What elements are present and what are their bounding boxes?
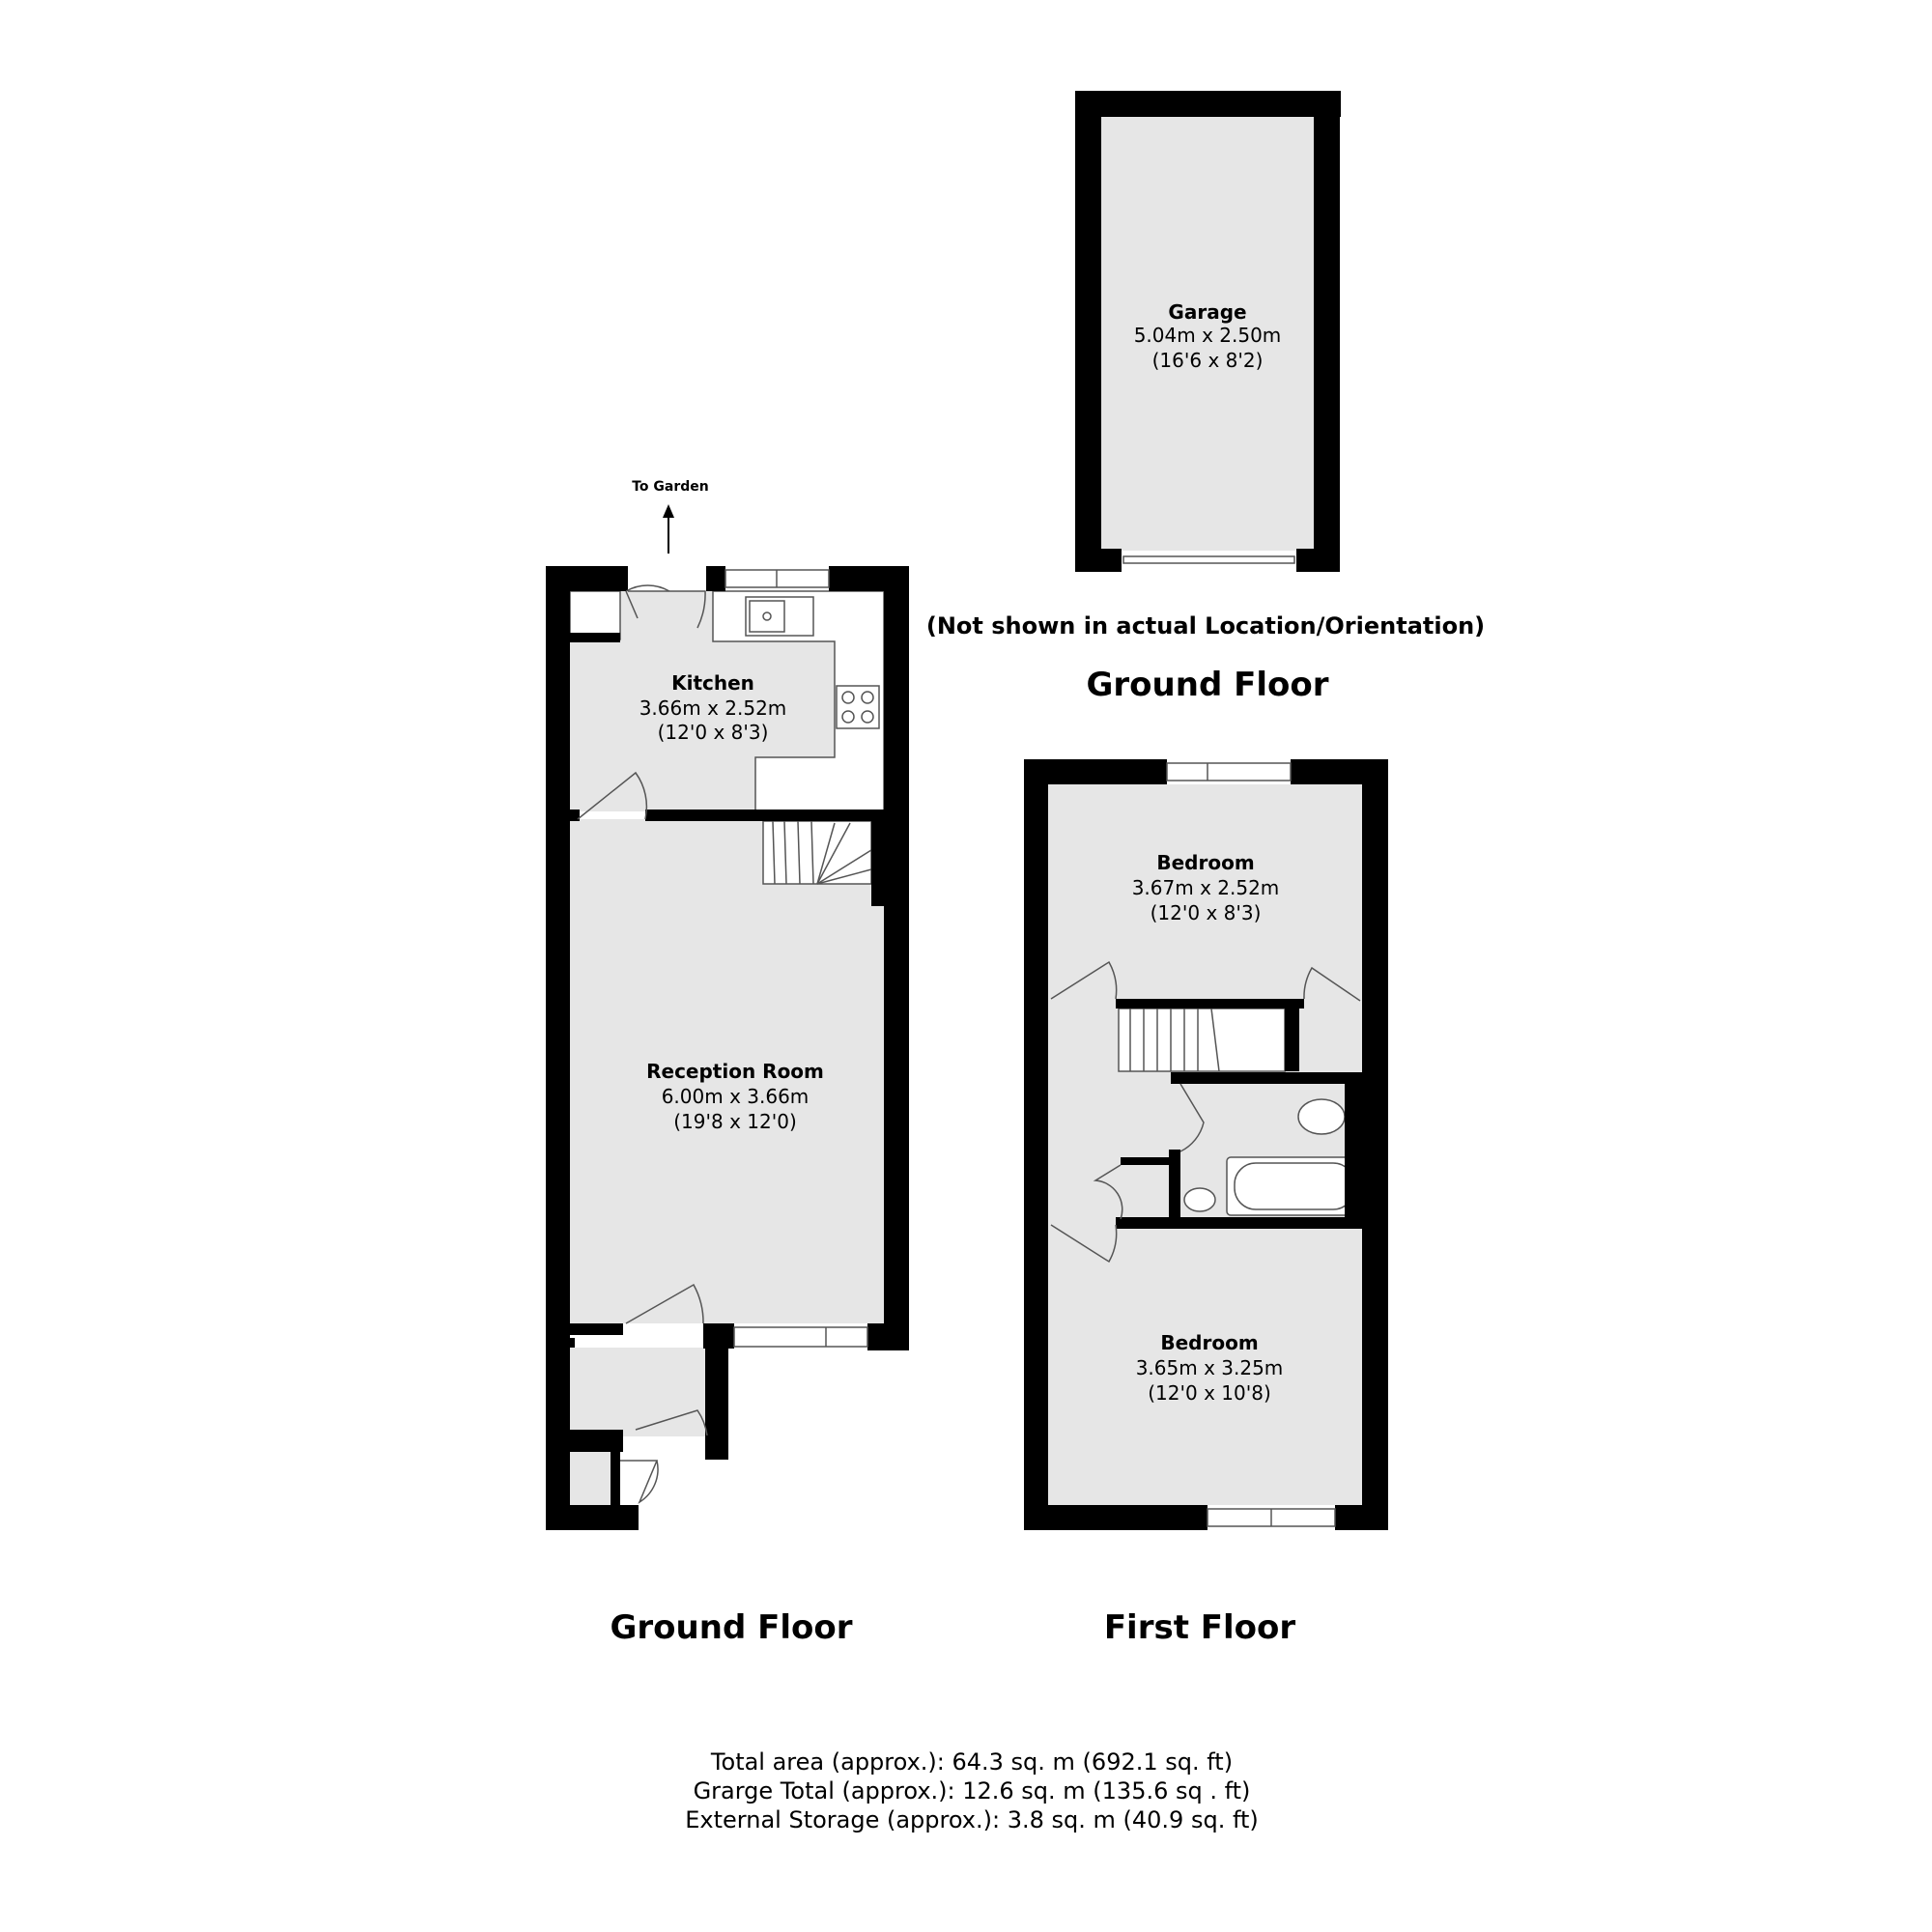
toilet-icon <box>1298 1099 1345 1134</box>
ground-floor-plan <box>546 479 909 1530</box>
wall-bedroom2-top <box>1116 1217 1388 1229</box>
porch-floor <box>570 1348 705 1436</box>
wall-porch-bottom <box>546 1430 623 1452</box>
wall-kitchen-top-mid <box>706 566 725 591</box>
garage-wall-right <box>1314 91 1340 572</box>
wall-airing-cupboard <box>1121 1157 1171 1165</box>
wall-stairs-right <box>1285 1009 1299 1071</box>
storage-door <box>620 1461 658 1502</box>
reception-window <box>734 1327 867 1347</box>
kitchen-hob <box>837 686 879 728</box>
garage-location-note: (Not shown in actual Location/Orientation) <box>925 612 1486 639</box>
wall-bathroom-top <box>1171 1072 1388 1084</box>
garage-door <box>1123 556 1294 563</box>
reception-imperial: (19'8 x 12'0) <box>673 1110 797 1133</box>
wall-storage-bottom <box>546 1505 639 1530</box>
kitchen-sink <box>746 597 813 636</box>
bedroom2-imperial: (12'0 x 10'8) <box>1148 1381 1271 1405</box>
garage-wall-bottom-left <box>1075 549 1122 572</box>
ground-stairs <box>763 821 871 884</box>
bedroom2-metric: 3.65m x 3.25m <box>1135 1356 1284 1379</box>
garage-wall-left <box>1075 91 1101 572</box>
wall-bedroom1-bottom <box>1116 999 1304 1009</box>
bedroom1-window <box>1167 763 1291 781</box>
reception-metric: 6.00m x 3.66m <box>661 1085 810 1108</box>
reception-name: Reception Room <box>646 1060 824 1083</box>
washbasin-icon <box>1184 1188 1215 1211</box>
wall-stairs-side <box>871 821 884 906</box>
garage-imperial: (16'6 x 8'2) <box>1151 349 1264 372</box>
summary-garage-total: Grarge Total (approx.): 12.6 sq. m (135.6 sq . ft) <box>693 1777 1251 1804</box>
wall-porch-top <box>546 1338 575 1348</box>
ground-floor-title: Ground Floor <box>610 1608 853 1647</box>
bedroom1-imperial: (12'0 x 8'3) <box>1150 901 1262 924</box>
wall-kitchen-reception <box>645 810 884 821</box>
garage-wall-bottom-right <box>1296 549 1340 572</box>
wall-ff-right <box>1362 759 1388 1530</box>
bedroom1-metric: 3.67m x 2.52m <box>1131 876 1280 899</box>
first-floor-plan <box>1024 759 1388 1530</box>
garage-name: Garage <box>1168 300 1247 324</box>
garage-block <box>1075 91 1341 572</box>
wall-kitchen-reception-left <box>546 810 580 821</box>
first-stairs <box>1119 1009 1285 1071</box>
garden-arrow-head <box>663 504 674 518</box>
wall-ff-bottom-left <box>1024 1505 1208 1530</box>
wall-storage-right <box>611 1452 620 1505</box>
bedroom1-name: Bedroom <box>1156 851 1255 874</box>
first-floor-title: First Floor <box>1103 1608 1296 1647</box>
garden-label: To Garden <box>632 479 709 495</box>
summary-total-area: Total area (approx.): 64.3 sq. m (692.1 sq. ft) <box>710 1748 1234 1776</box>
summary-external-storage: External Storage (approx.): 3.8 sq. m (40.9 sq. ft) <box>685 1806 1259 1833</box>
kitchen-imperial: (12'0 x 8'3) <box>657 721 769 744</box>
wall-reception-bottom-right <box>867 1323 909 1350</box>
wall-ff-bottom-right <box>1335 1505 1388 1530</box>
wall-cupboard <box>570 633 620 642</box>
wall-ff-left <box>1024 759 1048 1530</box>
wall-bathroom-right <box>1345 1084 1362 1217</box>
bedroom2-name: Bedroom <box>1160 1331 1259 1354</box>
garage-wall-top <box>1075 91 1341 117</box>
wall-ground-left <box>546 566 570 1530</box>
kitchen-name: Kitchen <box>671 671 754 695</box>
wall-reception-bottom-left <box>546 1323 623 1335</box>
wall-ground-right <box>884 566 909 1350</box>
storage-floor <box>570 1452 611 1505</box>
garage-metric: 5.04m x 2.50m <box>1133 324 1282 347</box>
garage-floor-title: Ground Floor <box>1086 666 1329 704</box>
wall-reception-bottom-mid <box>703 1323 734 1349</box>
kitchen-metric: 3.66m x 2.52m <box>639 696 787 720</box>
wall-porch-right <box>705 1348 728 1460</box>
kitchen-cupboard <box>570 591 620 639</box>
